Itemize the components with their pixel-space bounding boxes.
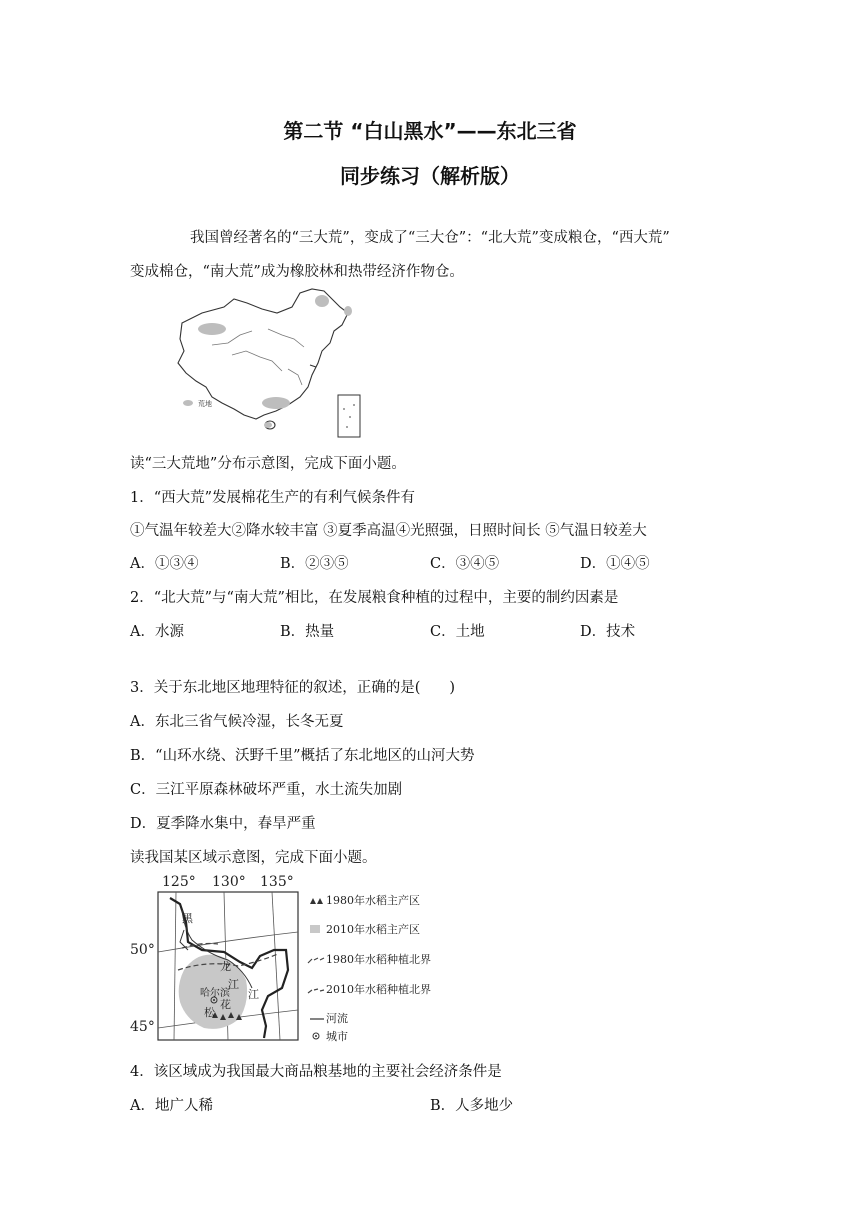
legend-river: 河流	[326, 1012, 348, 1025]
northeast-rice-map	[128, 870, 448, 1045]
q2-stem: 2．“北大荒”与“南大荒”相比，在发展粮食种植的过程中，主要的制约因素是	[130, 590, 619, 606]
map1-legend-label: 荒地	[198, 400, 212, 408]
place-label-long: 龙	[220, 960, 231, 973]
q3-option-a[interactable]: A．东北三省气候冷湿，长冬无夏	[130, 714, 344, 730]
place-label-jiang-1: 江	[228, 978, 239, 991]
page-title: 第二节 “白山黑水”——东北三省	[283, 119, 577, 143]
q1-stem: 1．“西大荒”发展棉花生产的有利气候条件有	[130, 490, 416, 506]
q1-option-d[interactable]: D．①④⑤	[580, 556, 650, 572]
group2-instruction: 读我国某区域示意图，完成下面小题。	[130, 850, 377, 866]
q1-conditions: ①气温年较差大②降水较丰富 ③夏季高温④光照强，日照时间长 ⑤气温日较差大	[130, 523, 647, 539]
q2-option-b[interactable]: B．热量	[280, 624, 335, 640]
legend-1980-north-limit: 1980年水稻种植北界	[326, 953, 431, 966]
q4-option-b[interactable]: B．人多地少	[430, 1098, 514, 1114]
intro-line-2: 变成棉仓，“南大荒”成为橡胶林和热带经济作物仓。	[130, 264, 464, 280]
q3-stem: 3．关于东北地区地理特征的叙述，正确的是( )	[130, 680, 456, 696]
place-label-hei: 黑	[182, 912, 193, 925]
legend-2010-north-limit: 2010年水稻种植北界	[326, 983, 431, 996]
q2-option-d[interactable]: D．技术	[580, 624, 636, 640]
place-label-song: 松	[204, 1006, 215, 1019]
q2-option-c[interactable]: C．土地	[430, 624, 485, 640]
q3-option-c[interactable]: C．三江平原森林破坏严重，水土流失加剧	[130, 782, 403, 798]
china-wasteland-map	[172, 285, 367, 440]
q3-option-b[interactable]: B．“山环水绕、沃野千里”概括了东北地区的山河大势	[130, 748, 475, 764]
intro-line-1: 我国曾经著名的“三大荒”，变成了“三大仓”：“北大荒”变成粮仓，“西大荒”	[190, 230, 670, 246]
q4-stem: 4．该区域成为我国最大商品粮基地的主要社会经济条件是	[130, 1064, 502, 1080]
page-subtitle: 同步练习（解析版）	[340, 164, 520, 188]
place-label-jiang-2: 江	[248, 988, 259, 1001]
q3-option-d[interactable]: D．夏季降水集中，春旱严重	[130, 816, 316, 832]
q2-option-a[interactable]: A．水源	[130, 624, 184, 640]
q4-option-a[interactable]: A．地广人稀	[130, 1098, 213, 1114]
lon-label-130: 130°	[212, 874, 246, 890]
legend-city: 城市	[326, 1030, 348, 1043]
lat-label-50: 50°	[130, 942, 155, 958]
place-label-harbin: 哈尔滨	[200, 988, 230, 999]
lat-label-45: 45°	[130, 1019, 155, 1035]
legend-1980-rice-area: 1980年水稻主产区	[326, 894, 420, 907]
q1-option-b[interactable]: B．②③⑤	[280, 556, 349, 572]
lon-label-135: 135°	[260, 874, 294, 890]
lon-label-125: 125°	[162, 874, 196, 890]
q1-option-c[interactable]: C．③④⑤	[430, 556, 500, 572]
group1-instruction: 读“三大荒地”分布示意图，完成下面小题。	[130, 456, 406, 472]
legend-2010-rice-area: 2010年水稻主产区	[326, 923, 420, 936]
place-label-hua: 花	[220, 998, 231, 1011]
q1-option-a[interactable]: A．①③④	[130, 556, 199, 572]
